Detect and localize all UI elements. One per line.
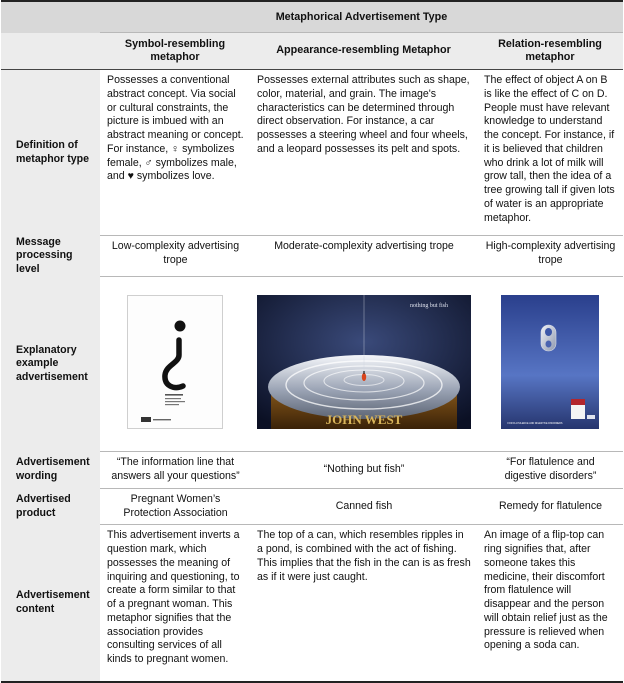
definition-appearance: Possesses external attributes such as shape, color, material, and grain. The image's characteristics can be determined through direct observation. For instance, a car possesses a steering wheel and four wheels, and a leopard possesses its pelt and spots. — [250, 70, 477, 236]
row-label-example: Explanatory example advertisement — [1, 277, 100, 452]
example-symbol-ad — [100, 277, 250, 452]
example-relation-ad — [477, 277, 623, 452]
product-appearance: Canned fish — [250, 488, 477, 525]
processing-symbol: Low-complexity advertising trope — [100, 236, 250, 277]
column-header-symbol: Symbol-resembling metaphor — [100, 33, 250, 70]
ad3-bottom-text: FOR FLATULENCE AND DIGESTIVE DISORDERS — [507, 421, 563, 425]
wording-appearance: “Nothing but fish” — [250, 452, 477, 489]
row-definition — [1, 70, 623, 236]
definition-relation: The effect of object A on B is like the effect of C on D. People must have relevant knowledge to understand the concept. For instance, if it is believed that children who drink a lot of milk will grow tall, then the idea of a tree growing tall if given lots of water is an appropriate metaphor. — [477, 70, 623, 236]
flip-top-ring-ad-image — [501, 295, 599, 429]
product-relation: Remedy for flatulence — [477, 488, 623, 525]
example-appearance-ad — [250, 277, 477, 452]
product-symbol: Pregnant Women’s Protection Association — [100, 488, 250, 525]
ad2-top-text: nothing but fish — [409, 302, 448, 309]
processing-appearance: Moderate-complexity advertising trope — [250, 236, 477, 277]
group-title: Metaphorical Advertisement Type — [100, 1, 623, 33]
header-row-group — [1, 1, 623, 33]
row-product — [1, 488, 623, 525]
content-symbol: This advertisement inverts a question mark, which possesses the meaning of inquiring and questioning, to create a form similar to that of a pregnant woman. This metaphor signifies that the association provides consulting services of all kinds to pregnant women. — [100, 525, 250, 682]
column-header-appearance: Appearance-resembling Metaphor — [250, 33, 477, 70]
processing-relation: High-complexity advertising trope — [477, 236, 623, 277]
metaphor-table — [1, 0, 623, 683]
column-header-relation: Relation-resembling metaphor — [477, 33, 623, 70]
definition-symbol: Possesses a conventional abstract concept. Via social or cultural constraints, the picture is imbued with an abstract meaning or concept. For instance, ♀ symbolizes female, ♂ symbolizes male, and ♥ symbolizes love. — [100, 70, 250, 236]
header-blank — [1, 33, 100, 70]
row-label-processing: Message processing level — [1, 236, 100, 277]
row-wording — [1, 452, 623, 489]
header-row-columns — [1, 33, 623, 70]
fish-can-ad-image — [257, 295, 471, 429]
header-corner — [1, 1, 100, 33]
ad2-brand: JOHN WEST — [325, 411, 402, 427]
wording-symbol: “The information line that answers all your questions” — [100, 452, 250, 489]
row-label-content: Advertisement content — [1, 525, 100, 682]
content-appearance: The top of a can, which resembles ripples in a pond, is combined with the act of fishing. This implies that the fish in the can is as fresh as if it were just caught. — [250, 525, 477, 682]
row-label-wording: Advertisement wording — [1, 452, 100, 489]
row-processing — [1, 236, 623, 277]
wording-relation: “For flatulence and digestive disorders” — [477, 452, 623, 489]
row-example — [1, 277, 623, 452]
row-label-definition: Definition of metaphor type — [1, 70, 100, 236]
content-relation: An image of a flip-top can ring signifies that, after someone takes this medicine, their discomfort from flatulence will disappear and the person will obtain relief just as the pressure is relieved when opening a soda can. — [477, 525, 623, 682]
row-label-product: Advertised product — [1, 488, 100, 525]
pregnant-question-mark-ad-image — [127, 295, 223, 429]
row-content — [1, 525, 623, 682]
